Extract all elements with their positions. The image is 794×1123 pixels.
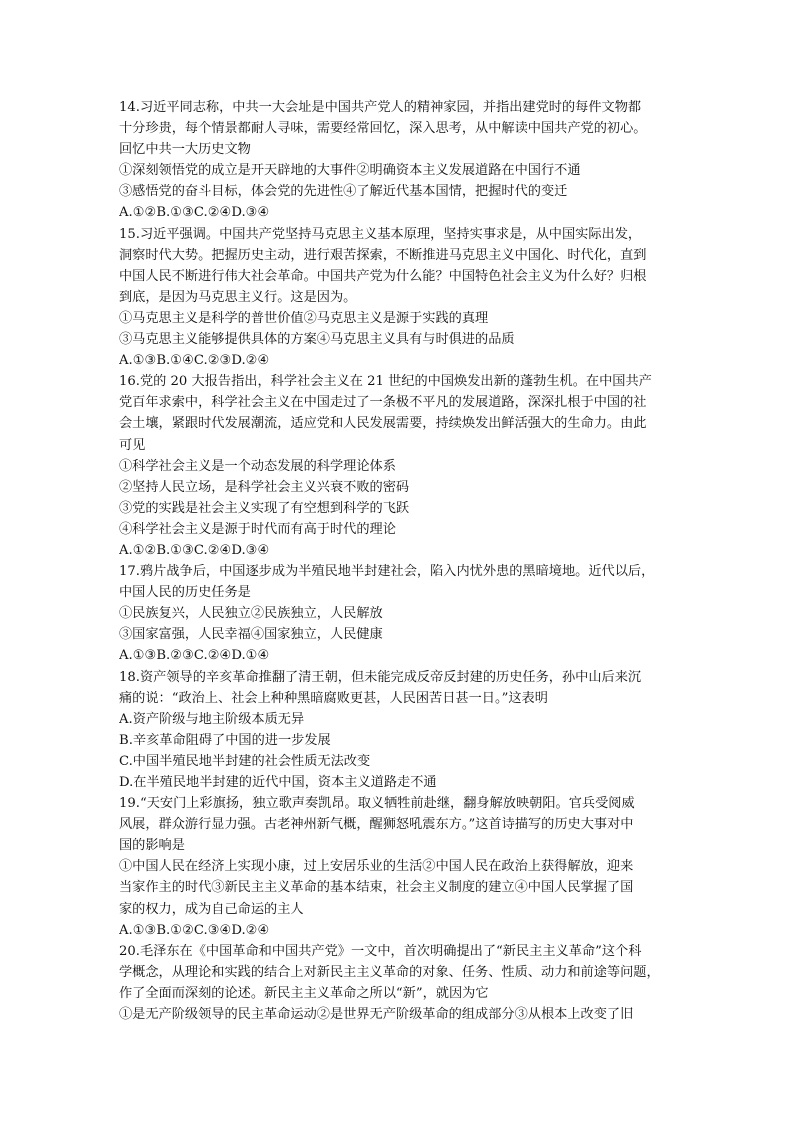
question-stem-line: 国的影响是: [119, 838, 185, 854]
question-stem-line: 学概念，从理论和实践的结合上对新民主主义革命的对象、任务、性质、动力和前途等问题，: [119, 964, 660, 980]
question-option-line: ①民族复兴，人民独立②民族独立，人民解放: [119, 606, 383, 622]
question-15: [119, 224, 681, 372]
question-option-line: ①马克思主义是科学的普世价值②马克思主义是源于实践的真理: [119, 310, 489, 326]
question-option-line: ③马克思主义能够提供具体的方案④马克思主义具有与时俱进的品质: [119, 332, 515, 348]
question-option-line: C.中国半殖民地半封建的社会性质无法改变: [119, 753, 371, 769]
question-stem-line: 14.习近平同志称，中共一大会址是中国共产党人的精神家园，并指出建党时的每件文物都: [119, 100, 642, 115]
question-option-line: ①是无产阶级领导的民主革命运动②是世界无产阶级革命的组成部分③从根本上改变了旧: [119, 1007, 634, 1023]
question-stem-line: 十分珍贵，每个情景都耐人寻味，需要经常回忆，深入思考，从中解读中国共产党的初心。: [119, 121, 647, 137]
question-stem-line: 18.资产领导的辛亥革命推翻了清王朝，但未能完成反帝反封建的历史任务，孙中山后来沉: [119, 669, 642, 685]
question-stem-line: 15.习近平强调。中国共产党坚持马克思主义基本原理，坚持实事求是，从中国实际出发，: [119, 226, 642, 242]
question-stem-line: 17.鸦片战争后，中国逐步成为半殖民地半封建社会，陷入内忧外患的黑暗境地。近代以后，: [119, 564, 655, 580]
question-19: [119, 793, 681, 941]
question-stem-line: 洞察时代大势。把握历史主动，进行艰苦探索，不断推进马克思主义中国化、时代化，直到: [119, 247, 647, 263]
answer-choices: A.①③B.①④C.②③D.②④: [119, 353, 270, 369]
question-stem-line: 党百年求索中，科学社会主义在中国走过了一条极不平凡的发展道路，深深扎根于中国的社: [119, 395, 647, 411]
question-option-line: 当家作主的时代③新民主主义革命的基本结束，社会主义制度的建立④中国人民掌握了国: [119, 880, 634, 896]
question-stem-line: 中国人民不断进行伟大社会革命。中国共产党为什么能？中国特色社会主义为什么好？归根: [119, 268, 647, 284]
question-option-line: A.资产阶级与地主阶级本质无异: [119, 711, 305, 727]
question-option-line: ②坚持人民立场，是科学社会主义兴衰不败的密码: [119, 479, 410, 495]
question-option-line: D.在半殖民地半封建的近代中国，资本主义道路走不通: [119, 775, 437, 790]
answer-choices: A.①②B.①③C.②④D.③④: [119, 542, 270, 558]
question-option-line: 家的权力，成为自己命运的主人: [119, 901, 304, 917]
question-16: [119, 371, 681, 561]
question-option-line: ④科学社会主义是源于时代而有高于时代的理论: [119, 521, 396, 537]
question-stem-line: 20.毛泽东在《中国革命和中国共产党》一文中，首次明确提出了“新民主主义革命”这个科: [119, 943, 642, 959]
question-stem-line: 中国人民的历史任务是: [119, 585, 251, 601]
question-option-line: ①深刻领悟党的成立是开天辟地的大事件②明确资本主义发展道路在中国行不通: [119, 163, 581, 179]
question-20: [119, 941, 681, 1025]
question-17: [119, 561, 681, 666]
question-stem-line: 可见: [119, 437, 146, 453]
question-stem-line: 风展，群众游行显力强。古老神州新气概，醒狮怒吼震东方。”这首诗描写的历史大事对中: [119, 817, 634, 833]
question-option-line: ③党的实践是社会主义实现了有空想到科学的飞跃: [119, 500, 410, 516]
answer-choices: A.①②B.①③C.②④D.③④: [119, 205, 270, 221]
question-option-line: B.辛亥革命阻碍了中国的进一步发展: [119, 732, 331, 748]
question-stem-line: 16.党的 20 大报告指出，科学社会主义在 21 世纪的中国焕发出新的蓬勃生机。在中国共产: [119, 374, 652, 390]
answer-choices: A.①③B.①②C.③④D.②④: [119, 922, 270, 938]
question-option-line: ③感悟党的奋斗目标，体会党的先进性④了解近代基本国情，把握时代的变迁: [119, 184, 568, 200]
question-option-line: ①科学社会主义是一个动态发展的科学理论体系: [119, 458, 396, 474]
question-stem-line: 19.“天安门上彩旗扬，独立歌声奏凯昂。取义牺牲前赴继，翻身解放映朝阳。官兵受阅威: [119, 796, 635, 812]
question-14: [119, 97, 681, 224]
answer-choices: A.①③B.②③C.②④D.①④: [119, 648, 270, 664]
question-stem-line: 到底，是因为马克思主义行。这是因为。: [119, 289, 357, 305]
question-option-line: ③国家富强，人民幸福④国家独立，人民健康: [119, 627, 383, 643]
question-stem-line: 回忆中共一大历史文物: [119, 142, 251, 158]
question-option-line: ①中国人民在经济上实现小康，过上安居乐业的生活②中国人民在政治上获得解放，迎来: [119, 859, 634, 875]
question-stem-line: 痛的说：“政治上、社会上种种黑暗腐败更甚，人民困苦日甚一日。”这表明: [119, 690, 548, 706]
question-18: [119, 667, 681, 794]
question-stem-line: 作了全面而深刻的论述。新民主主义革命之所以“新”，就因为它: [119, 985, 489, 1001]
exam-page: [119, 97, 681, 1025]
question-stem-line: 会土壤，紧跟时代发展潮流，适应党和人民发展需要，持续焕发出鲜活强大的生命力。由此: [119, 416, 647, 432]
